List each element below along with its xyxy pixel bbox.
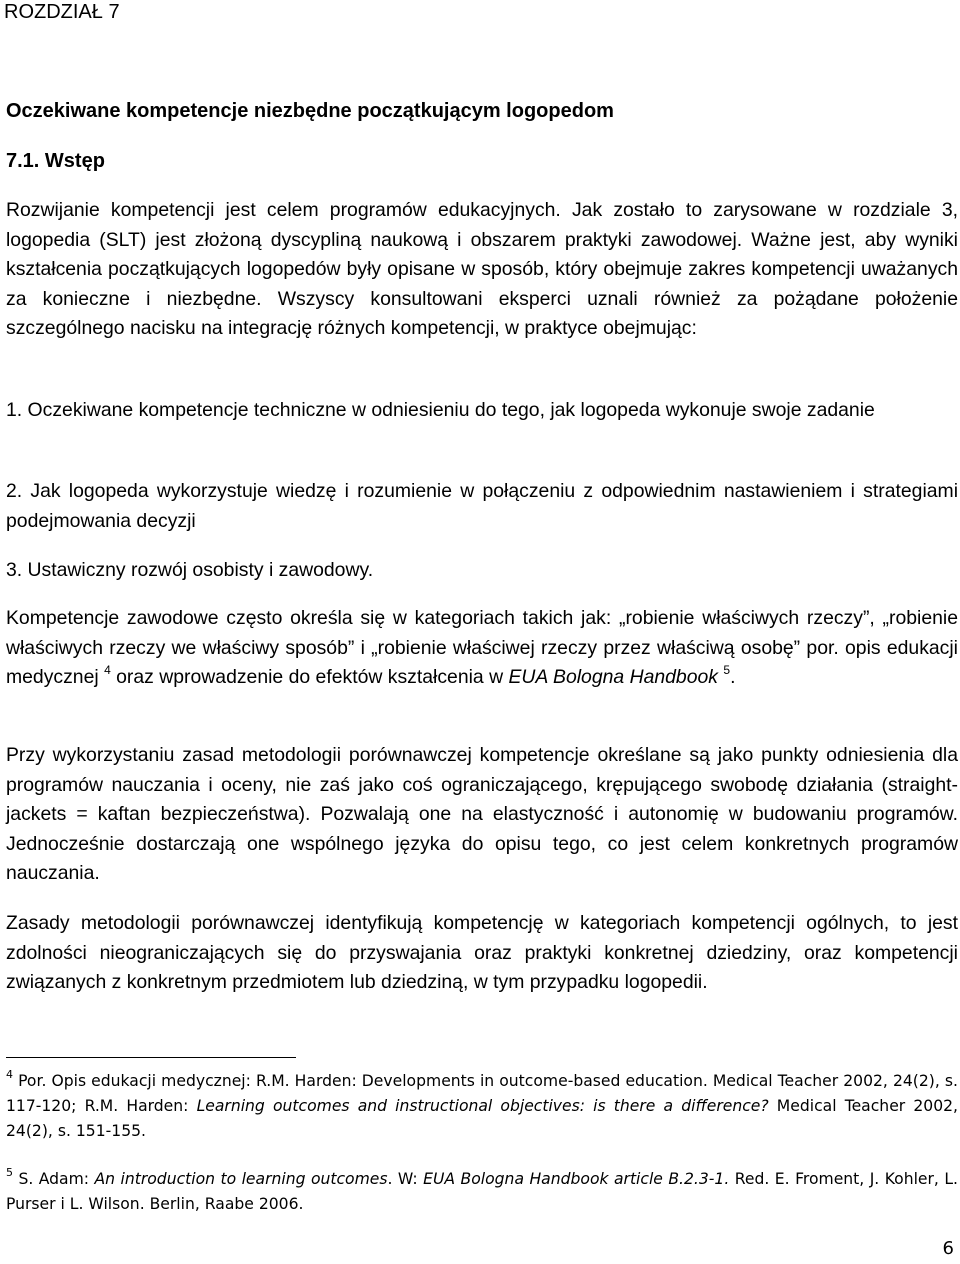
- list-item: 3. Ustawiczny rozwój osobisty i zawodowy.: [6, 559, 374, 581]
- footnote-text: Por. Opis edukacji medycznej: R.M. Harden: Developments in outcome-based education. Medical Teacher 2002, 24(2), s. 117-120; R.M. Harden:: [6, 1072, 958, 1115]
- handbook-title: EUA Bologna Handbook: [508, 666, 718, 689]
- footnote-text: Red. E. Froment, J. Kohler, L. Purser i L. Wilson. Berlin, Raabe 2006.: [6, 1170, 958, 1213]
- principles-paragraph: Zasady metodologii porównawczej identyfikują kompetencję w kategoriach kompetencji ogólnych, to jest zdolności nieograniczających się do przyswajania oraz praktyki konkretnej dziedziny, oraz kompetencji związanych z konkretnym przedmiotem lub dziedziną, w tym przypadku logopedii.: [6, 912, 958, 994]
- list-item: 2. Jak logopeda wykorzystuje wiedzę i rozumienie w połączeniu z odpowiednim nastawieniem i strategiami podejmowania decyzji: [6, 480, 958, 532]
- footnote: [6, 1167, 958, 1217]
- footnote-text: . W:: [387, 1170, 424, 1188]
- competencies-paragraph: [6, 604, 958, 693]
- paragraph-end: .: [730, 666, 736, 689]
- intro-paragraph: Rozwijanie kompetencji jest celem programów edukacyjnych. Jak zostało to zarysowane w rozdziale 3, logopedia (SLT) jest złożoną dyscypliną naukową i obszarem praktyki zawodowej. Ważne jest, aby wyniki kształcenia początkujących logopedów były opisane w sposób, który obejmuje zakres kompetencji uważanych za konieczne i niezbędne. Wszyscy konsultowani eksperci uznali również za pożądane położenie szczególnego nacisku na integrację różnych kompetencji, w praktyce obejmując:: [6, 199, 958, 340]
- footnote-text: Medical Teacher 2002, 24(2), s. 151-155.: [6, 1097, 958, 1140]
- footnote-italic: Learning outcomes and instructional objectives: is there a difference?: [196, 1097, 769, 1115]
- section-heading: 7.1. Wstęp: [6, 150, 105, 172]
- methodology-paragraph: Przy wykorzystaniu zasad metodologii porównawczej kompetencje określane są jako punkty odniesienia dla programów nauczania i oceny, nie zaś jako coś ograniczającego, krępującego swobodę działania (straight-jackets = kaftan bezpieczeństwa). Pozwalają one na elastyczność i autonomię w budowaniu programów. Jednocześnie dostarczają one wspólnego języka do opisu tego, co jest celem konkretnych programów nauczania.: [6, 744, 958, 885]
- page-number: 6: [942, 1238, 954, 1259]
- footnote-ref[interactable]: 4: [104, 663, 111, 678]
- footnote-text: S. Adam:: [13, 1170, 95, 1188]
- paragraph-text: Kompetencje zawodowe często określa się w kategoriach takich jak: „robienie właściwych rzeczy”, „robienie właściwych rzeczy we właściwy sposób” i „robienie właściwej rzeczy przez właściwą osobę” por. opis edukacji medycznej: [6, 607, 958, 689]
- footnote-italic: EUA Bologna Handbook article B.2.3-1.: [423, 1170, 730, 1188]
- paragraph-text: oraz wprowadzenie do efektów kształcenia w: [110, 666, 509, 689]
- footnote-italic: An introduction to learning outcomes: [94, 1170, 388, 1188]
- list-item: 1. Oczekiwane kompetencje techniczne w odniesieniu do tego, jak logopeda wykonuje swoje zadanie: [6, 399, 875, 421]
- footnote-divider: [6, 1057, 296, 1058]
- footnote-ref[interactable]: 5: [723, 663, 731, 678]
- page-title: Oczekiwane kompetencje niezbędne początkującym logopedom: [6, 100, 614, 122]
- footnote: [6, 1069, 958, 1144]
- footnote-number: 4: [6, 1068, 13, 1081]
- footnote-number: 5: [6, 1166, 13, 1179]
- chapter-label: ROZDZIAŁ 7: [4, 1, 120, 23]
